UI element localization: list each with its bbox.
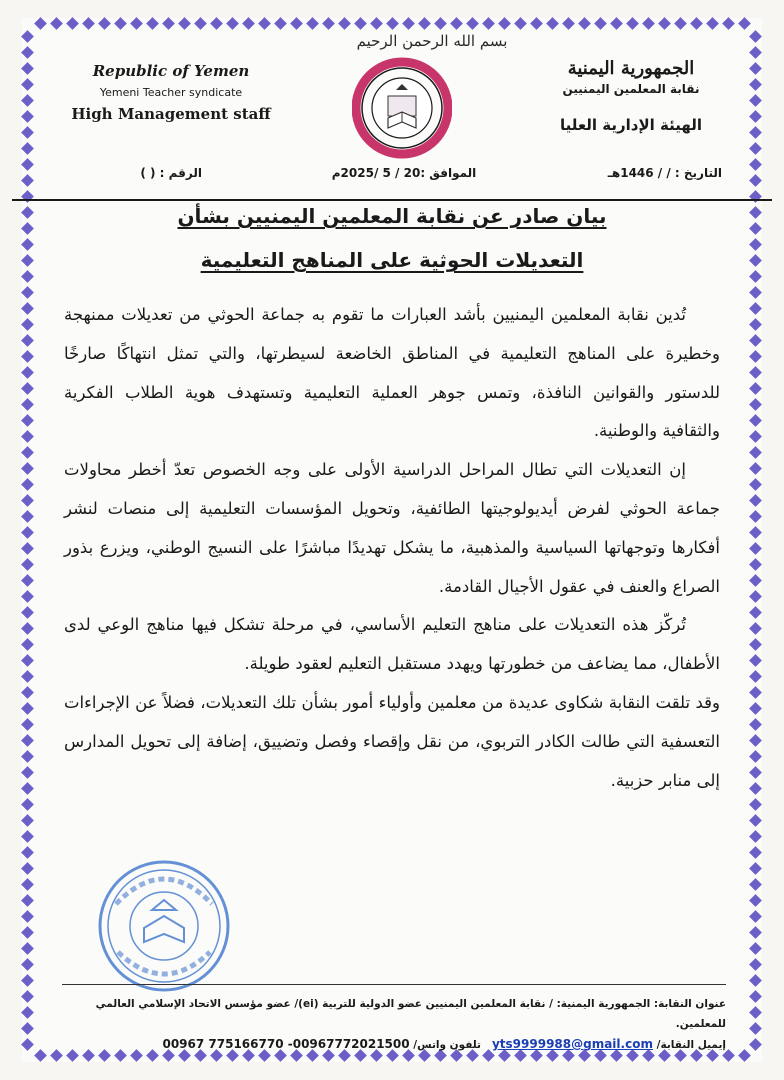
email-link[interactable]: yts9999988@gmail.com bbox=[491, 1037, 653, 1051]
border-diamond bbox=[21, 878, 34, 891]
border-diamond bbox=[66, 1049, 79, 1062]
border-diamond bbox=[50, 1049, 63, 1062]
border-diamond bbox=[749, 718, 762, 731]
letter-page bbox=[22, 18, 762, 1062]
border-diamond bbox=[749, 446, 762, 459]
syndicate-logo bbox=[352, 56, 452, 161]
paragraph: إن التعديلات التي تطال المراحل الدراسية الأولى على وجه الخصوص تعدّ أخطر محاولات جماعة الحوثي لفرض أيديولوجيتها الطائفية، وتحويل المؤسسات التعليمية إلى منصات لنشر أفكارها وتوجهاتها السياسية والمذهبية، ما يشكل تهديدًا مباشرًا على النسيج الوطني، ويزرع بذور الصراع والعنف في عقول الأجيال القادمة. bbox=[64, 460, 720, 596]
english-department: High Management staff bbox=[71, 105, 271, 123]
paragraph: وقد تلقت النقابة شكاوى عديدة من معلمين وأولياء أمور بشأن تلك التعديلات، فضلاً عن الإجراءات التعسفية التي طالت الكادر التربوي، من نقل وإقصاء وفصل وتضييق، إضافة إلى تحويل المدارس إلى منابر حزبية. bbox=[64, 692, 720, 790]
border-diamond bbox=[749, 782, 762, 795]
border-diamond bbox=[749, 846, 762, 859]
border-diamond bbox=[21, 638, 34, 651]
border-diamond bbox=[749, 350, 762, 363]
border-diamond bbox=[21, 414, 34, 427]
border-diamond bbox=[21, 382, 34, 395]
english-country: Republic of Yemen bbox=[92, 62, 250, 80]
border-diamond bbox=[749, 462, 762, 475]
border-diamond bbox=[749, 878, 762, 891]
border-diamond bbox=[21, 766, 34, 779]
border-diamond bbox=[749, 366, 762, 379]
border-diamond bbox=[21, 782, 34, 795]
border-diamond bbox=[21, 478, 34, 491]
bismillah: بسم الله الرحمن الرحيم bbox=[356, 32, 508, 50]
border-diamond bbox=[21, 270, 34, 283]
hijri-date: التاريخ : / / 1446هـ bbox=[607, 166, 722, 180]
border-diamond bbox=[21, 494, 34, 507]
email-label: إيميل النقابة/ bbox=[656, 1039, 726, 1051]
border-diamond bbox=[749, 574, 762, 587]
border-diamond bbox=[749, 254, 762, 267]
border-diamond bbox=[21, 526, 34, 539]
header-divider bbox=[12, 199, 772, 201]
border-diamond bbox=[21, 862, 34, 875]
border-diamond bbox=[749, 542, 762, 555]
border-diamond bbox=[749, 494, 762, 507]
arabic-country: الجمهورية اليمنية bbox=[567, 58, 695, 79]
letterhead-arabic bbox=[536, 58, 726, 134]
border-diamond bbox=[749, 334, 762, 347]
english-organization: Yemeni Teacher syndicate bbox=[99, 86, 243, 99]
paragraph: تُركّز هذه التعديلات على مناهج التعليم الأساسي، في مرحلة تشكل فيها مناهج الوعي لدى الأطفال، مما يضاعف من خطورتها ويهدد مستقبل التعليم لعقود طويلة. bbox=[64, 615, 720, 674]
border-diamond bbox=[21, 590, 34, 603]
official-stamp-icon bbox=[94, 856, 234, 996]
footer-address: عنوان النقابة: الجمهورية اليمنية: / نقابة المعلمين اليمنيين عضو الدولية للتربية (ei)/ عضو مؤسس الاتحاد الإسلامي العالمي للمعلمين. bbox=[95, 998, 726, 1030]
border-diamond bbox=[749, 222, 762, 235]
letterhead-footer bbox=[92, 994, 726, 1055]
border-diamond bbox=[749, 926, 762, 939]
border-diamond bbox=[21, 542, 34, 555]
border-diamond bbox=[749, 1006, 762, 1019]
phone-numbers: 00967 775166770 -00967772021500 bbox=[162, 1037, 410, 1051]
letterhead bbox=[22, 18, 762, 193]
border-diamond bbox=[21, 334, 34, 347]
border-diamond bbox=[21, 318, 34, 331]
border-diamond bbox=[21, 958, 34, 971]
arabic-department: الهيئة الإدارية العليا bbox=[559, 116, 703, 134]
border-diamond bbox=[21, 462, 34, 475]
border-diamond bbox=[749, 814, 762, 827]
border-diamond bbox=[749, 286, 762, 299]
border-diamond bbox=[21, 222, 34, 235]
border-diamond bbox=[749, 798, 762, 811]
border-diamond bbox=[749, 318, 762, 331]
border-diamond bbox=[21, 734, 34, 747]
border-diamond bbox=[21, 718, 34, 731]
border-diamond bbox=[749, 702, 762, 715]
reference-number: الرقم : ( ) bbox=[140, 166, 202, 180]
border-diamond bbox=[21, 558, 34, 571]
border-diamond bbox=[21, 606, 34, 619]
border-diamond bbox=[21, 350, 34, 363]
border-diamond bbox=[749, 510, 762, 523]
date-line bbox=[22, 166, 762, 188]
border-diamond bbox=[749, 1022, 762, 1035]
border-diamond bbox=[749, 974, 762, 987]
border-diamond bbox=[749, 398, 762, 411]
border-diamond bbox=[749, 734, 762, 747]
border-diamond bbox=[21, 254, 34, 267]
statement-title-line-1: بيان صادر عن نقابة المعلمين اليمنيين بشأن bbox=[177, 204, 607, 228]
border-diamond bbox=[749, 654, 762, 667]
border-diamond bbox=[21, 846, 34, 859]
border-diamond bbox=[738, 1049, 751, 1062]
border-diamond bbox=[749, 830, 762, 843]
phone-label: تلفون واتس/ bbox=[413, 1039, 481, 1051]
border-diamond bbox=[749, 270, 762, 283]
border-diamond bbox=[21, 702, 34, 715]
border-diamond bbox=[749, 382, 762, 395]
border-diamond bbox=[21, 302, 34, 315]
border-diamond bbox=[21, 366, 34, 379]
border-diamond bbox=[21, 942, 34, 955]
border-diamond bbox=[21, 894, 34, 907]
border-diamond bbox=[21, 238, 34, 251]
border-diamond bbox=[749, 478, 762, 491]
border-diamond bbox=[749, 910, 762, 923]
statement-body bbox=[64, 296, 720, 800]
border-diamond bbox=[749, 206, 762, 219]
letterhead-english bbox=[66, 62, 276, 123]
border-diamond bbox=[21, 750, 34, 763]
border-diamond bbox=[749, 302, 762, 315]
border-diamond bbox=[749, 670, 762, 683]
border-diamond bbox=[21, 574, 34, 587]
border-diamond bbox=[749, 766, 762, 779]
border-diamond bbox=[749, 606, 762, 619]
border-diamond bbox=[749, 526, 762, 539]
border-diamond bbox=[21, 430, 34, 443]
gregorian-date: الموافق :20 / 5 /2025م bbox=[331, 166, 477, 180]
border-diamond bbox=[749, 750, 762, 763]
border-diamond bbox=[21, 510, 34, 523]
border-diamond bbox=[21, 622, 34, 635]
border-diamond bbox=[21, 990, 34, 1003]
border-diamond bbox=[749, 414, 762, 427]
paragraph: تُدين نقابة المعلمين اليمنيين بأشد العبارات ما تقوم به جماعة الحوثي من تعديلات ممنهجة وخطيرة على المناهج التعليمية في المناطق الخاضعة لسيطرتها، والتي تمثل انتهاكًا صارخًا للدستور والقوانين النافذة، وتمس جوهر العملية التعليمية وتستهدف هوية الطلاب الفكرية والثقافية والوطنية. bbox=[64, 305, 720, 441]
border-diamond bbox=[21, 974, 34, 987]
border-diamond bbox=[749, 430, 762, 443]
border-diamond bbox=[21, 926, 34, 939]
border-diamond bbox=[749, 862, 762, 875]
border-diamond bbox=[749, 942, 762, 955]
border-diamond bbox=[21, 814, 34, 827]
border-diamond bbox=[749, 638, 762, 651]
border-diamond bbox=[21, 798, 34, 811]
border-diamond bbox=[749, 1038, 762, 1051]
border-diamond bbox=[34, 1049, 47, 1062]
border-diamond bbox=[749, 990, 762, 1003]
border-diamond bbox=[21, 206, 34, 219]
border-diamond bbox=[21, 830, 34, 843]
border-diamond bbox=[749, 238, 762, 251]
border-diamond bbox=[749, 558, 762, 571]
border-diamond bbox=[21, 1038, 34, 1051]
border-diamond bbox=[749, 958, 762, 971]
border-diamond bbox=[21, 686, 34, 699]
border-diamond bbox=[21, 1006, 34, 1019]
border-diamond bbox=[749, 686, 762, 699]
border-diamond bbox=[749, 590, 762, 603]
border-diamond bbox=[21, 446, 34, 459]
border-diamond bbox=[749, 622, 762, 635]
border-diamond bbox=[21, 1022, 34, 1035]
statement-title-line-2: التعديلات الحوثية على المناهج التعليمية bbox=[200, 248, 584, 272]
footer-contacts bbox=[92, 1034, 726, 1055]
border-diamond bbox=[21, 670, 34, 683]
border-diamond bbox=[749, 894, 762, 907]
arabic-organization: نقابة المعلمين اليمنيين bbox=[562, 82, 700, 96]
border-diamond bbox=[21, 286, 34, 299]
border-diamond bbox=[21, 654, 34, 667]
border-diamond bbox=[21, 398, 34, 411]
border-diamond bbox=[21, 910, 34, 923]
footer-divider bbox=[62, 984, 726, 985]
